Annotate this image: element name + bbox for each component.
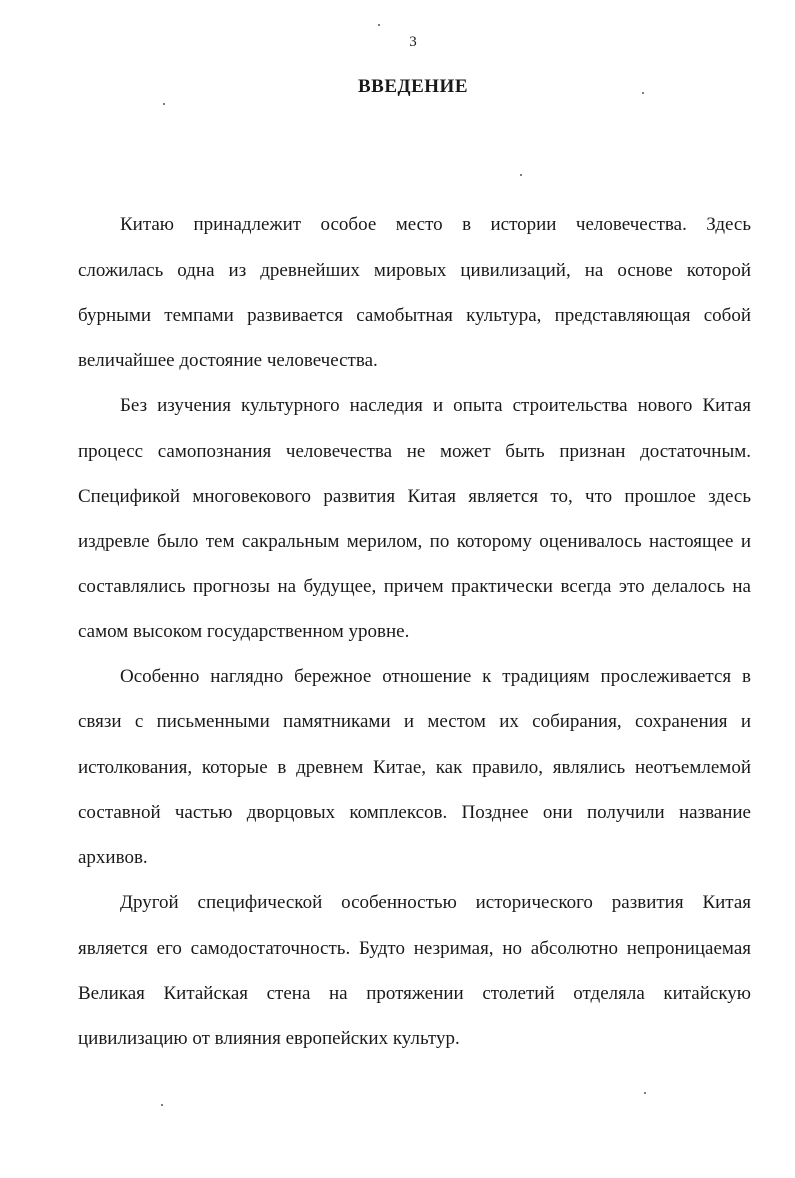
paragraph-1-line-2: сложилась одна из древнейших мировых цивилизаций, на основе которой xyxy=(78,260,751,281)
scan-speck xyxy=(644,1092,646,1094)
paragraph-2-line-5: составлялись прогнозы на будущее, причем практически всегда это делалось на xyxy=(78,576,751,597)
paragraph-4-line-3: Великая Китайская стена на протяжении столетий отделяла китайскую xyxy=(78,983,751,1004)
scan-speck xyxy=(378,24,380,26)
scan-speck xyxy=(163,103,165,105)
paragraph-1-line-4: величайшее достояние человечества. xyxy=(78,350,378,371)
paragraph-2-line-2: процесс самопознания человечества не может быть признан достаточным. xyxy=(78,441,751,462)
paragraph-3-line-3: истолкования, которые в древнем Китае, как правило, являлись неотъемлемой xyxy=(78,757,751,778)
paragraph-4-line-4: цивилизацию от влияния европейских культур. xyxy=(78,1028,460,1049)
scan-speck xyxy=(520,174,522,176)
paragraph-3-line-5: архивов. xyxy=(78,847,148,868)
paragraph-1-line-3: бурными темпами развивается самобытная культура, представляющая собой xyxy=(78,305,751,326)
paragraph-3-line-2: связи с письменными памятниками и местом их собирания, сохранения и xyxy=(78,711,751,732)
page-number: 3 xyxy=(409,34,417,50)
paragraph-2-line-6: самом высоком государственном уровне. xyxy=(78,621,410,642)
paragraph-3-line-4: составной частью дворцовых комплексов. Позднее они получили название xyxy=(78,802,751,823)
paragraph-2-line-3: Спецификой многовекового развития Китая является то, что прошлое здесь xyxy=(78,486,751,507)
paragraph-2-line-1: Без изучения культурного наследия и опыта строительства нового Китая xyxy=(120,395,751,416)
scan-speck xyxy=(642,92,644,94)
paragraph-3-line-1: Особенно наглядно бережное отношение к традициям прослеживается в xyxy=(120,666,751,687)
paragraph-4-line-1: Другой специфической особенностью исторического развития Китая xyxy=(120,892,751,913)
paragraph-2-line-4: издревле было тем сакральным мерилом, по которому оценивалось настоящее и xyxy=(78,531,751,552)
paragraph-4-line-2: является его самодостаточность. Будто незримая, но абсолютно непроницаемая xyxy=(78,938,751,959)
page-title: ВВЕДЕНИЕ xyxy=(358,76,468,97)
scan-speck xyxy=(161,1104,163,1106)
paragraph-1-line-1: Китаю принадлежит особое место в истории человечества. Здесь xyxy=(120,214,751,235)
